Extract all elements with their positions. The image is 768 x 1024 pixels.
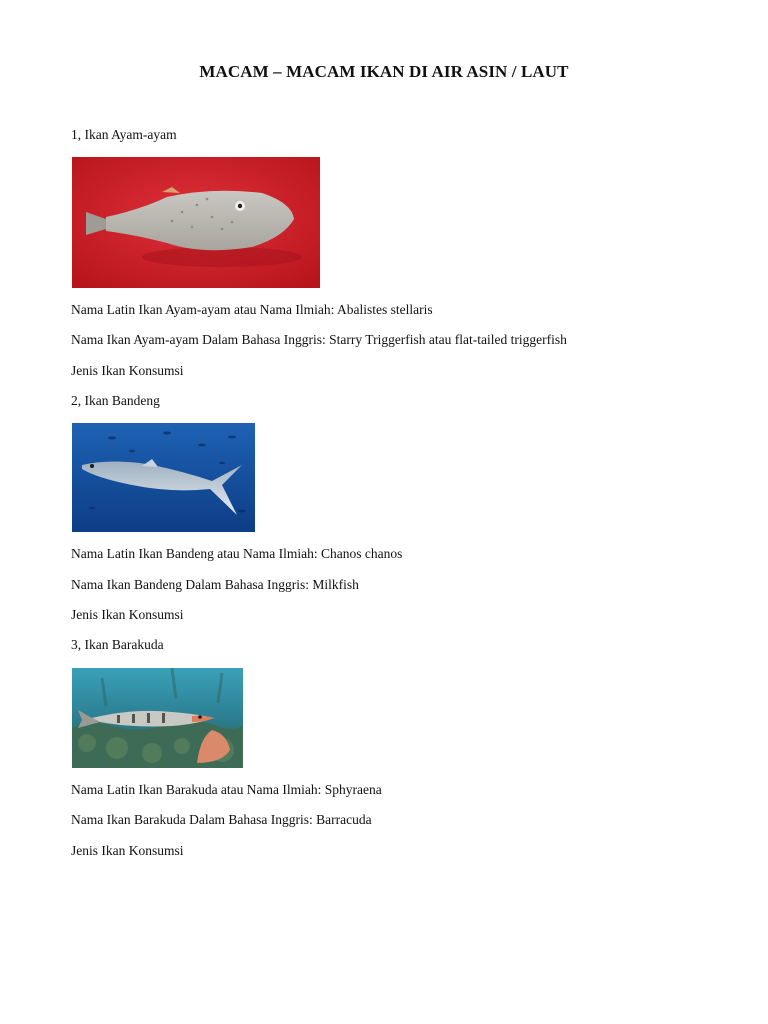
fish-heading-3: 3, Ikan Barakuda: [71, 637, 164, 652]
fish-english-3: Nama Ikan Barakuda Dalam Bahasa Inggris: Barracuda: [71, 812, 372, 827]
barracuda-photo: [72, 668, 243, 768]
milkfish-photo: [72, 423, 255, 532]
fish-english-1: Nama Ikan Ayam-ayam Dalam Bahasa Inggris: Starry Triggerfish atau flat-tailed triggerfish: [71, 332, 567, 347]
fish-latin-2: Nama Latin Ikan Bandeng atau Nama Ilmiah: Chanos chanos: [71, 546, 403, 561]
fish-english-2: Nama Ikan Bandeng Dalam Bahasa Inggris: Milkfish: [71, 577, 359, 592]
fish-heading-2: 2, Ikan Bandeng: [71, 393, 160, 408]
fish-type-1: Jenis Ikan Konsumsi: [71, 363, 184, 378]
triggerfish-photo: [72, 157, 320, 288]
page-title: MACAM – MACAM IKAN DI AIR ASIN / LAUT: [199, 62, 569, 81]
fish-heading-1: 1, Ikan Ayam-ayam: [71, 127, 177, 142]
fish-type-3: Jenis Ikan Konsumsi: [71, 843, 184, 858]
fish-latin-1: Nama Latin Ikan Ayam-ayam atau Nama Ilmiah: Abalistes stellaris: [71, 302, 433, 317]
fish-type-2: Jenis Ikan Konsumsi: [71, 607, 184, 622]
fish-latin-3: Nama Latin Ikan Barakuda atau Nama Ilmiah: Sphyraena: [71, 782, 382, 797]
